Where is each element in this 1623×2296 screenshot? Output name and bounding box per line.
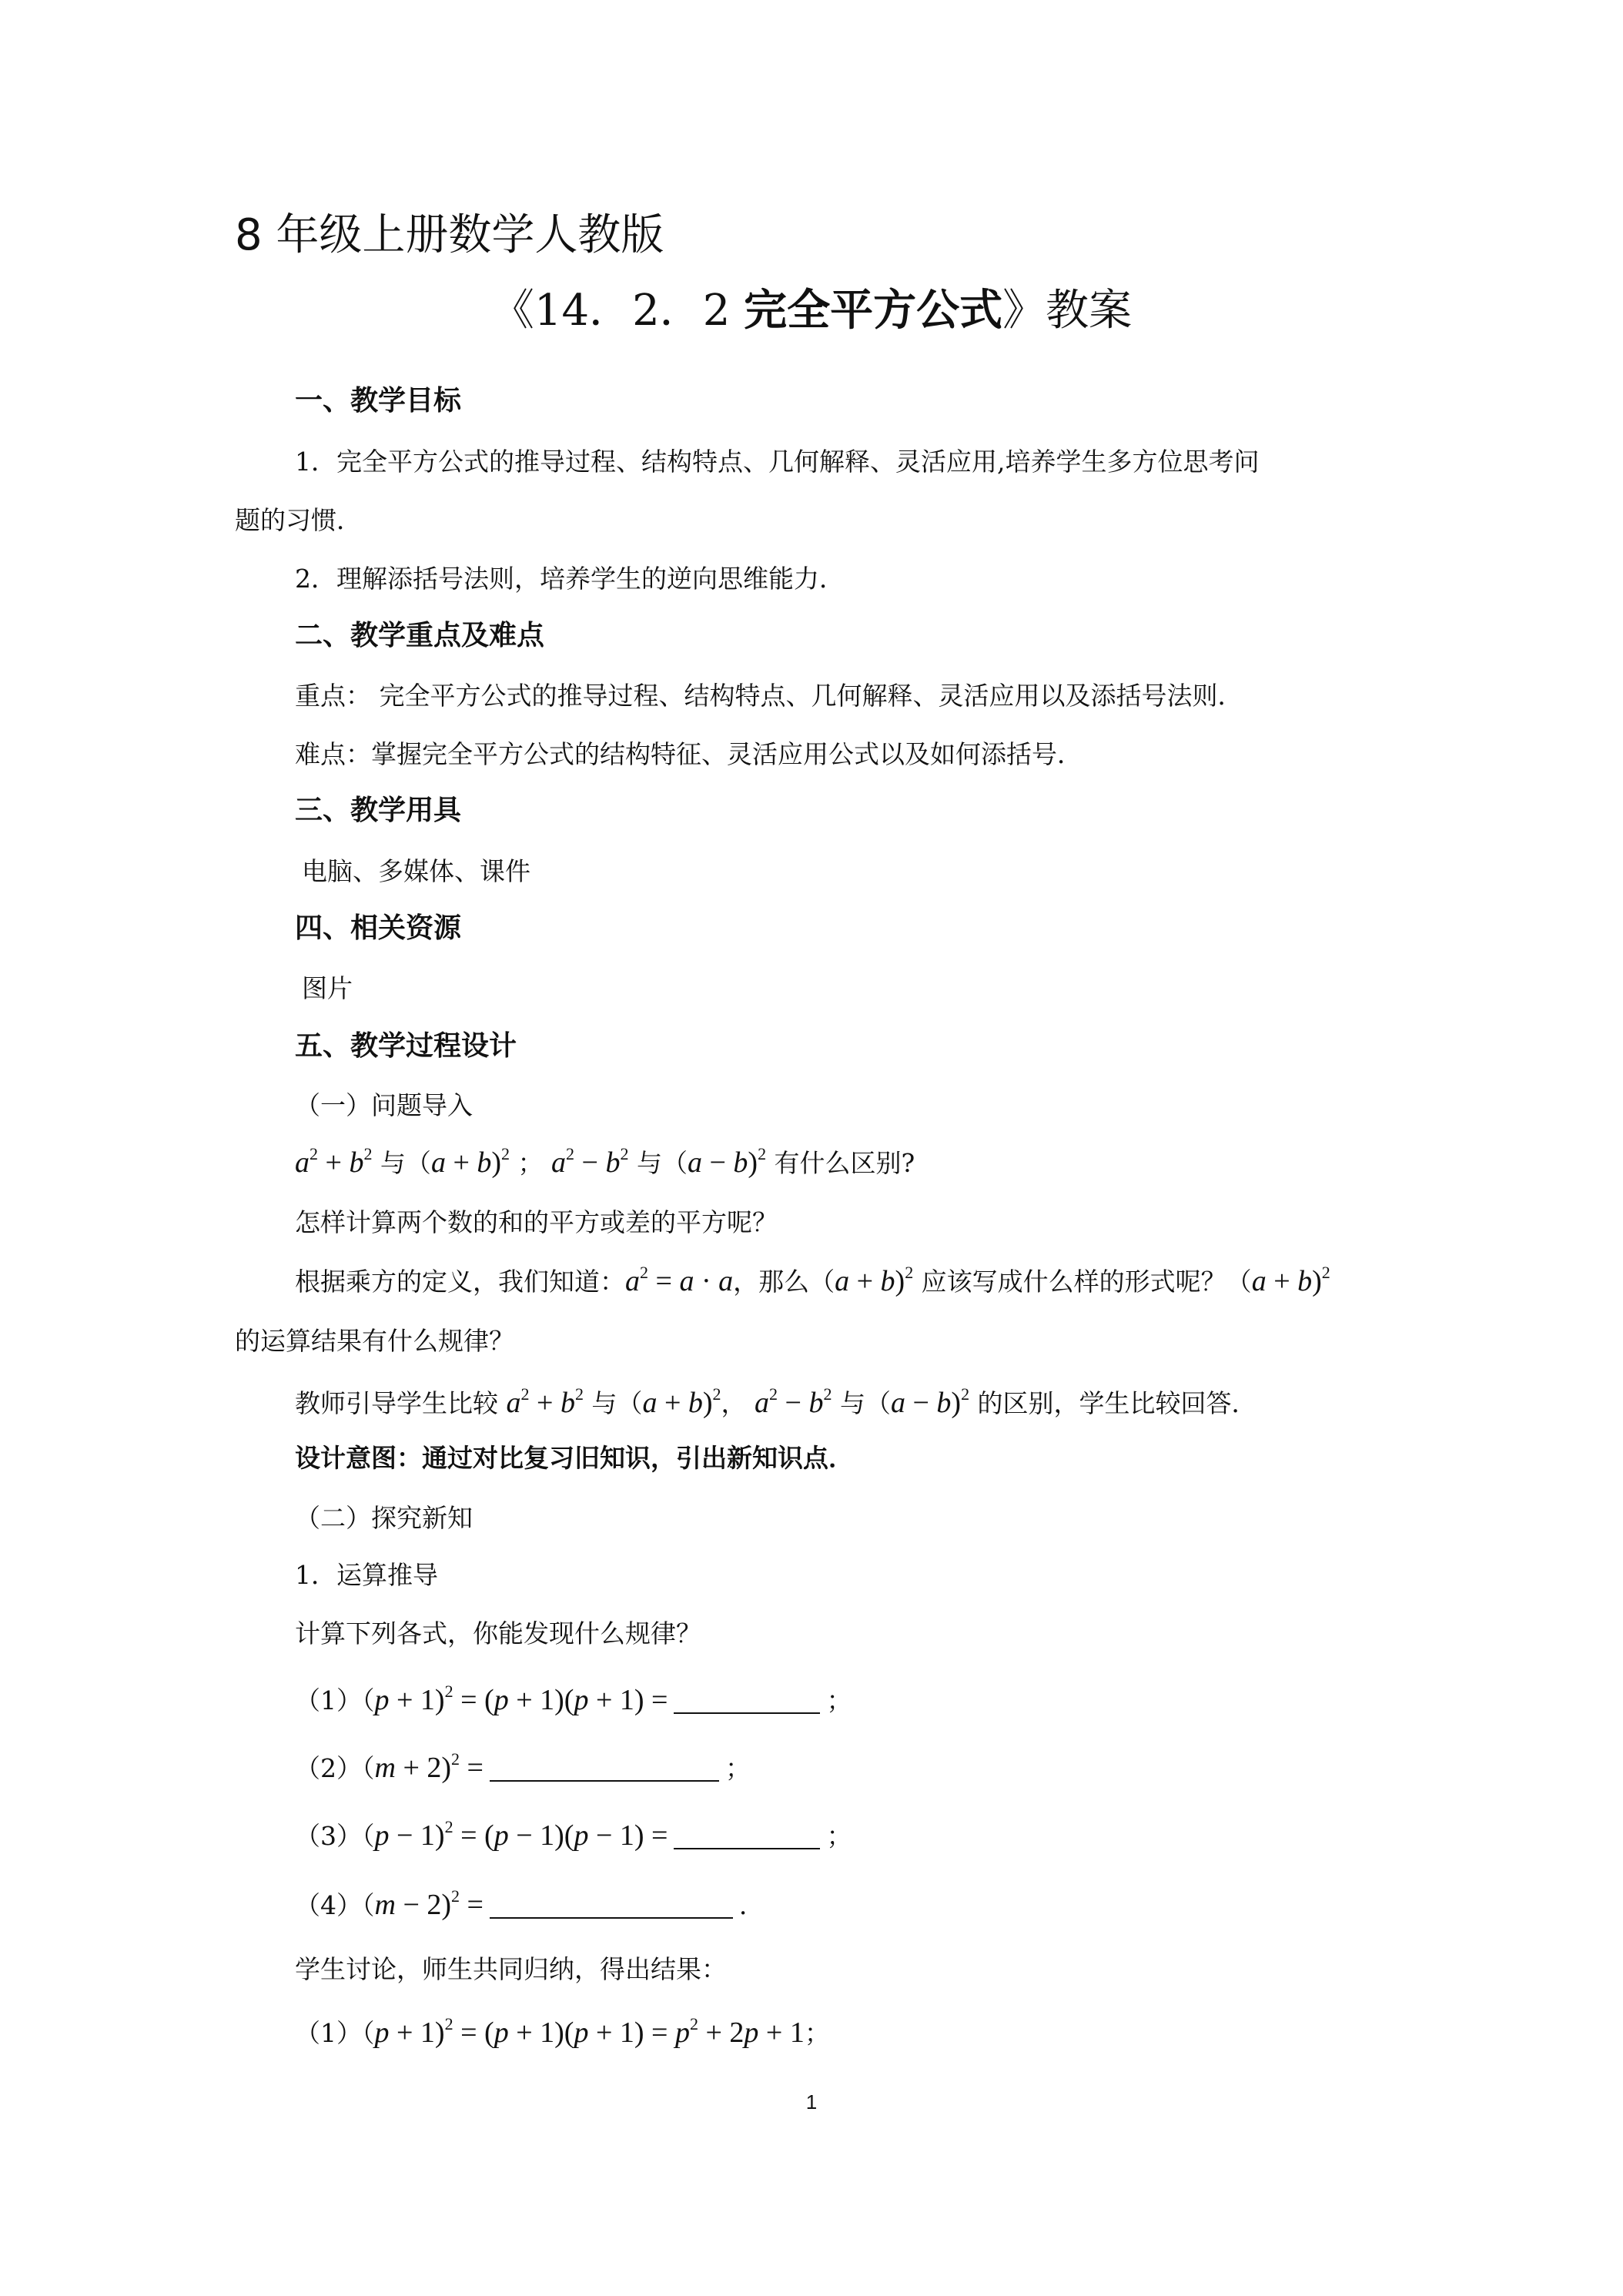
- document-title-line1: 8 年级上册数学人教版: [235, 210, 664, 260]
- objective-1-line1: 1．完全平方公式的推导过程、结构特点、几何解释、灵活应用,培养学生多方位思考问: [295, 447, 1260, 477]
- math-expr: $a^2 - b^2$: [755, 1384, 832, 1419]
- math-expr: $a^2 - b^2$: [551, 1144, 629, 1179]
- text-fragment: ；: [826, 1685, 852, 1715]
- objective-2: 2．理解添括号法则，培养学生的逆向思维能力．: [295, 564, 845, 594]
- text-fragment: 有什么区别?: [766, 1148, 915, 1178]
- question-how-to-compute: 怎样计算两个数的和的平方或差的平方呢？: [295, 1207, 778, 1237]
- math-expr: a − b)$^2$: [890, 1384, 970, 1419]
- math-expr: p + 1)$^2$ = (p + 1)(p + 1) =: [374, 1682, 668, 1716]
- text-fragment: （4）（: [295, 1890, 375, 1920]
- answer-blank[interactable]: [490, 1894, 733, 1919]
- text-fragment: 的区别，学生比较回答．: [969, 1388, 1257, 1418]
- section-heading-resources: 四、相关资源: [295, 912, 462, 944]
- subsection-problem-intro: （一）问题导入: [295, 1090, 473, 1120]
- math-expr: a + b)$^2$: [642, 1384, 721, 1419]
- document-title-line2: [0, 283, 1623, 339]
- question-compare-expressions: [295, 1146, 915, 1180]
- answer-blank[interactable]: [674, 1825, 820, 1849]
- text-fragment: 教师引导学生比较: [295, 1388, 507, 1418]
- title-bold: 完全平方公式: [744, 286, 1003, 336]
- text-fragment: ，那么（: [733, 1267, 835, 1297]
- math-expr: a + b)$^2$: [1251, 1263, 1330, 1297]
- text-fragment: 与（: [628, 1148, 688, 1178]
- exercise-4: [295, 1888, 765, 1923]
- calc-prompt: 计算下列各式，你能发现什么规律？: [295, 1618, 701, 1648]
- text-fragment: （2）（: [295, 1753, 375, 1783]
- question-definition-line2: 的运算结果有什么规律？: [235, 1326, 514, 1356]
- difficulty-text: 难点：掌握完全平方公式的结构特征、灵活应用公式以及如何添括号．: [295, 739, 1083, 769]
- math-expr: $a^2 + b^2$: [506, 1384, 584, 1419]
- question-definition-line1: [295, 1264, 1330, 1299]
- text-fragment: （3）（: [295, 1821, 375, 1851]
- math-expr: $p + 1)^2 = (p + 1)(p + 1) = p^2 + 2p + 1$: [374, 2014, 805, 2049]
- math-expr: a − b)$^2$: [687, 1144, 767, 1179]
- resources-text: 图片: [302, 973, 353, 1003]
- exercise-1: [295, 1683, 852, 1718]
- discussion-text: 学生讨论，师生共同归纳，得出结果：: [295, 1954, 727, 1984]
- text-fragment: （1）（: [295, 1685, 375, 1715]
- title-open: 《14．2．2: [490, 286, 745, 336]
- text-fragment: 根据乘方的定义，我们知道：: [295, 1267, 625, 1297]
- subsection-explore: （二）探究新知: [295, 1503, 473, 1533]
- design-intent: 设计意图：通过对比复习旧知识，引出新知识点．: [295, 1443, 854, 1473]
- text-fragment: 与（: [372, 1148, 431, 1178]
- math-expr: $a^2 = a \cdot a$: [625, 1263, 734, 1297]
- text-fragment: ；: [804, 2018, 830, 2048]
- exercise-2: [295, 1751, 751, 1786]
- math-expr: m + 2)$^2$ =: [374, 1749, 484, 1784]
- math-expr: p − 1)$^2$ = (p − 1)(p − 1) =: [374, 1817, 668, 1852]
- text-fragment: ；: [826, 1821, 852, 1851]
- title-close: 》教案: [1002, 286, 1133, 336]
- answer-blank[interactable]: [674, 1689, 820, 1714]
- text-fragment: （1）（: [295, 2018, 375, 2048]
- text-fragment: ，: [721, 1388, 747, 1418]
- text-fragment: 与（: [832, 1388, 891, 1418]
- text-fragment: ；: [724, 1753, 751, 1783]
- step-derivation: 1．运算推导: [295, 1560, 438, 1590]
- teacher-guide-text: [295, 1386, 1257, 1421]
- section-heading-objectives: 一、教学目标: [295, 385, 462, 417]
- objective-1-line2: 题的习惯．: [235, 505, 362, 535]
- tools-text: 电脑、多媒体、课件: [302, 856, 530, 886]
- section-heading-key-points: 二、教学重点及难点: [295, 620, 545, 651]
- key-point-text: 重点： 完全平方公式的推导过程、结构特点、几何解释、灵活应用以及添括号法则．: [295, 681, 1243, 711]
- text-fragment: ．: [738, 1890, 765, 1920]
- text-fragment: 应该写成什么样的形式呢？（: [913, 1267, 1252, 1297]
- text-fragment: ；: [517, 1148, 544, 1178]
- math-expr: a + b)$^2$: [835, 1263, 914, 1297]
- math-expr: a + b)$^2$: [430, 1144, 510, 1179]
- exercise-3: [295, 1819, 852, 1853]
- text-fragment: 与（: [583, 1388, 643, 1418]
- page-number: 1: [805, 2090, 818, 2114]
- section-heading-tools: 三、教学用具: [295, 795, 462, 826]
- answer-blank[interactable]: [490, 1757, 719, 1782]
- result-1: [295, 2016, 830, 2050]
- math-expr: m − 2)$^2$ =: [374, 1886, 484, 1921]
- math-expr: $a^2 + b^2$: [295, 1144, 373, 1179]
- section-heading-process: 五、教学过程设计: [295, 1030, 517, 1062]
